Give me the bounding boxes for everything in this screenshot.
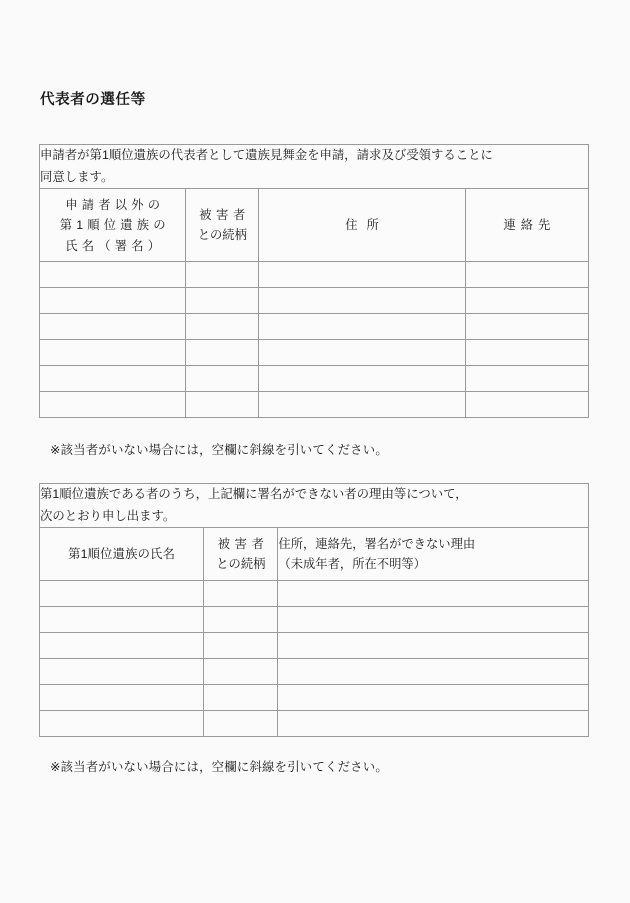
consent-statement-line-1: 申請者が第1順位遺族の代表者として遺族見舞金を申請，請求及び受領することに: [40, 148, 493, 162]
column-header-relationship: [186, 189, 259, 262]
cell-address[interactable]: [259, 392, 465, 418]
column-header-contact-label: 連絡先: [503, 218, 556, 233]
cell-signer-name[interactable]: [40, 392, 186, 418]
column-header-reason-line-2: （未成年者，所在不明等）: [278, 557, 426, 572]
cell-address[interactable]: [259, 366, 465, 392]
column-header-reason-line-1: 住所，連絡先，署名ができない理由: [278, 536, 476, 551]
cell-contact[interactable]: [465, 392, 588, 418]
cell-contact[interactable]: [465, 262, 588, 288]
consent-statement-line-2: 同意します。: [40, 169, 114, 184]
cell-contact[interactable]: [465, 340, 588, 366]
cell-relationship[interactable]: [186, 340, 259, 366]
cell-signer-name[interactable]: [40, 340, 186, 366]
cell-relationship[interactable]: [186, 366, 259, 392]
cell-relationship[interactable]: [186, 262, 259, 288]
column-header-signer-name-line-3: 氏名（署名）: [65, 238, 165, 253]
cell-relationship[interactable]: [186, 392, 259, 418]
column-header-address-label: 住所: [345, 218, 388, 233]
declaration-statement-line-1: 第1順位遺族である者のうち，上記欄に署名ができない者の理由等について，: [40, 487, 468, 501]
cell-reason[interactable]: [278, 659, 589, 685]
table-row[interactable]: [40, 659, 589, 685]
note-section-one: ※該当者がいない場合には，空欄に斜線を引いてください。: [50, 443, 388, 457]
table-row[interactable]: [40, 711, 589, 737]
column-header-address: [259, 189, 465, 262]
declaration-statement-line-2: 次のとおり申し出ます。: [40, 508, 176, 523]
declaration-statement: [40, 484, 589, 528]
table-row[interactable]: [40, 262, 589, 288]
table-row[interactable]: [40, 685, 589, 711]
cell-signer-name[interactable]: [40, 366, 186, 392]
table-row[interactable]: [40, 340, 589, 366]
table-row[interactable]: [40, 607, 589, 633]
table-row[interactable]: [40, 581, 589, 607]
cell-address[interactable]: [259, 340, 465, 366]
cell-relationship[interactable]: [204, 633, 278, 659]
cell-bereaved-name[interactable]: [40, 633, 204, 659]
column-header-signer-name-line-1: 申請者以外の: [65, 197, 165, 212]
cell-contact[interactable]: [465, 314, 588, 340]
unable-to-sign-table: [39, 483, 589, 737]
cell-relationship[interactable]: [204, 711, 278, 737]
column-header-contact: [465, 189, 588, 262]
column-header-signer-name: [40, 189, 186, 262]
statement-row: [40, 484, 589, 528]
cell-relationship[interactable]: [204, 581, 278, 607]
cell-bereaved-name[interactable]: [40, 581, 204, 607]
cell-reason[interactable]: [278, 633, 589, 659]
cell-contact[interactable]: [465, 288, 588, 314]
table-row[interactable]: [40, 288, 589, 314]
cell-signer-name[interactable]: [40, 288, 186, 314]
cell-relationship[interactable]: [186, 314, 259, 340]
cell-bereaved-name[interactable]: [40, 607, 204, 633]
column-header-relationship-line-1: 被害者: [217, 537, 269, 552]
cell-bereaved-name[interactable]: [40, 685, 204, 711]
column-header-relationship: [204, 528, 278, 581]
cell-relationship[interactable]: [204, 685, 278, 711]
cell-relationship[interactable]: [186, 288, 259, 314]
cell-signer-name[interactable]: [40, 262, 186, 288]
table-row[interactable]: [40, 314, 589, 340]
table-row[interactable]: [40, 392, 589, 418]
table-header-row: [40, 189, 589, 262]
column-header-signer-name-line-2: 第1順位遺族の: [59, 218, 170, 233]
page-title: 代表者の選任等: [40, 92, 146, 108]
cell-address[interactable]: [259, 262, 465, 288]
column-header-relationship-line-2: との続柄: [216, 557, 266, 572]
column-header-relationship-line-1: 被害者: [199, 208, 250, 223]
cell-reason[interactable]: [278, 581, 589, 607]
column-header-bereaved-name: [40, 528, 204, 581]
cell-bereaved-name[interactable]: [40, 659, 204, 685]
table-header-row: [40, 528, 589, 581]
note-section-two: ※該当者がいない場合には，空欄に斜線を引いてください。: [50, 760, 388, 774]
cell-reason[interactable]: [278, 711, 589, 737]
consent-statement: [40, 145, 589, 189]
cell-bereaved-name[interactable]: [40, 711, 204, 737]
table-row[interactable]: [40, 633, 589, 659]
cell-reason[interactable]: [278, 685, 589, 711]
statement-row: [40, 145, 589, 189]
cell-signer-name[interactable]: [40, 314, 186, 340]
table-row[interactable]: [40, 366, 589, 392]
cell-address[interactable]: [259, 314, 465, 340]
column-header-reason: [278, 528, 589, 581]
cell-reason[interactable]: [278, 607, 589, 633]
cell-relationship[interactable]: [204, 607, 278, 633]
column-header-bereaved-name-label: 第1順位遺族の氏名: [68, 547, 176, 562]
representative-consent-table: [39, 144, 589, 418]
cell-contact[interactable]: [465, 366, 588, 392]
column-header-relationship-line-2: との続柄: [197, 228, 247, 243]
cell-relationship[interactable]: [204, 659, 278, 685]
cell-address[interactable]: [259, 288, 465, 314]
